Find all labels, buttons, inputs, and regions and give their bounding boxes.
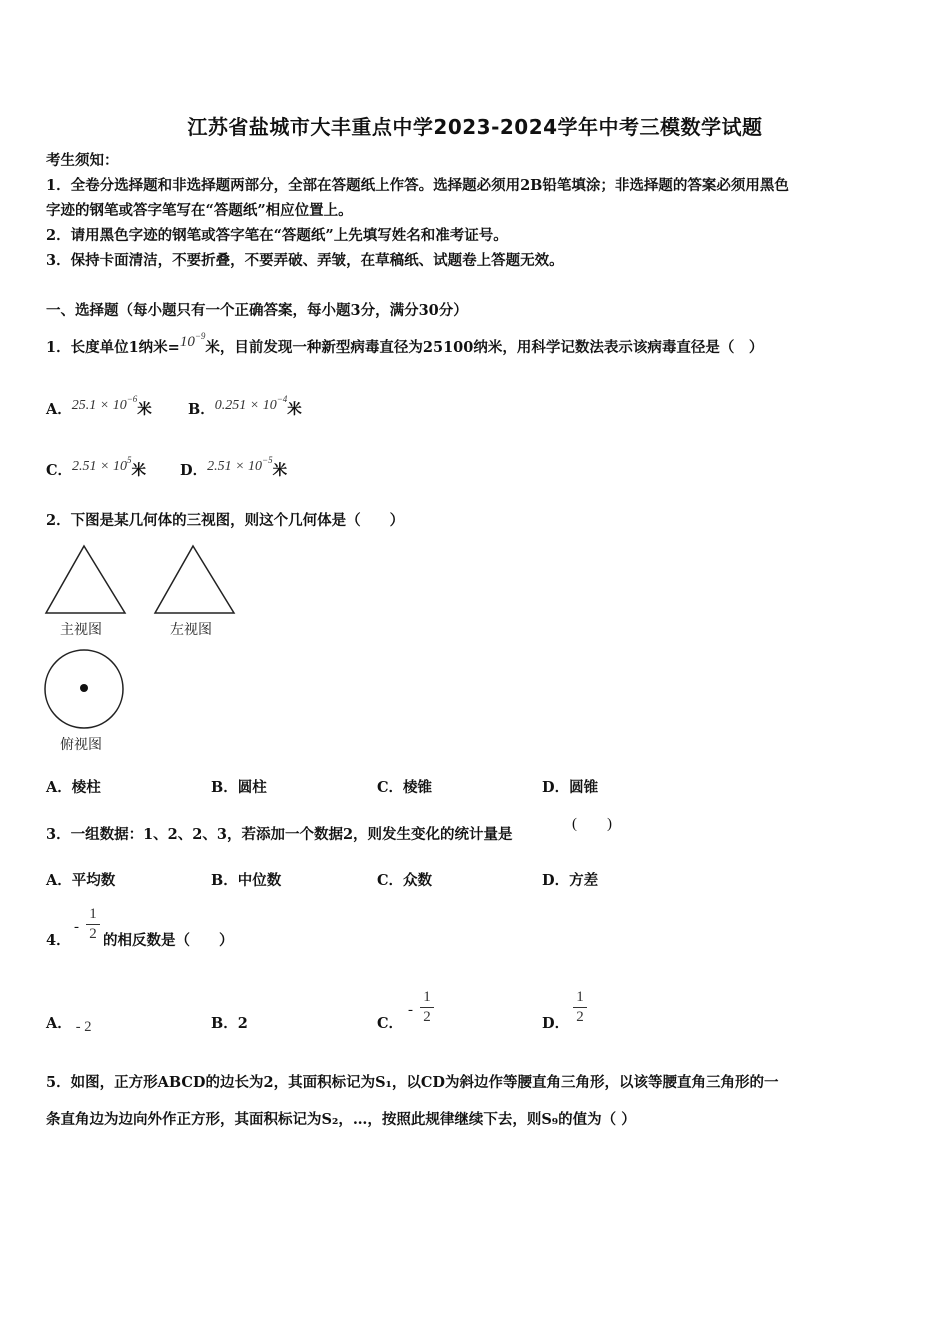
q2-option-b: B．圆柱 <box>211 779 267 796</box>
page-title: 江苏省盐城市大丰重点中学2023-2024学年中考三模数学试题 <box>187 115 763 139</box>
front-view-caption: 主视图 <box>60 622 102 638</box>
q4-option-d-label: D． <box>542 1015 570 1032</box>
question-2: 2．下图是某几何体的三视图，则这个几何体是（ ） <box>46 512 405 529</box>
q4-option-d-fraction: 1 2 <box>573 989 587 1026</box>
q2-option-c: C．棱锥 <box>377 779 433 796</box>
q3-option-b: B．中位数 <box>211 872 282 889</box>
q1-option-c: C．$2.51 \times 10^5$米 <box>46 455 146 479</box>
front-view-triangle <box>44 543 128 615</box>
q1-stem-b: 米，目前发现一种新型病毒直径为25100纳米，用科学记数法表示该病毒直径是（ ） <box>205 339 764 356</box>
question-1 <box>46 332 763 358</box>
notice-heading: 考生须知： <box>46 152 119 169</box>
q1-option-d: D．$2.51 \times 10^{-5}$米 <box>180 455 288 479</box>
q2-option-a: A．棱柱 <box>46 779 101 796</box>
q4-minus: - <box>74 919 79 935</box>
q3-option-a: A．平均数 <box>46 872 116 889</box>
q3-answer-paren: ( ) <box>572 816 612 832</box>
section-heading: 一、选择题（每小题只有一个正确答案，每小题3分，满分30分） <box>46 302 468 319</box>
q4-label: 4． <box>46 932 71 949</box>
question-3: 3．一组数据：1、2、2、3，若添加一个数据2，则发生变化的统计量是 <box>46 826 513 843</box>
q1-stem-a: 1．长度单位1纳米= <box>46 339 180 356</box>
q1-nanometer-power: $10^{-9}$ <box>179 331 206 350</box>
q4-option-c-fraction: 1 2 <box>420 989 434 1026</box>
q4-option-a: A． - 2 <box>46 1015 92 1035</box>
notice-line-3: 3．保持卡面清洁，不要折叠，不要弄破、弄皱，在草稿纸、试题卷上答题无效。 <box>46 252 564 269</box>
left-view-triangle <box>153 543 237 615</box>
q4-stem: 的相反数是（ ） <box>103 932 234 949</box>
left-view-caption: 左视图 <box>170 622 212 638</box>
q4-option-b: B．2 <box>211 1015 248 1032</box>
q3-option-c: C．众数 <box>377 872 433 889</box>
notice-line-2: 2．请用黑色字迹的钢笔或答字笔在“答题纸”上先填写姓名和准考证号。 <box>46 227 508 244</box>
top-view-circle <box>43 648 127 732</box>
notice-line-1a: 1．全卷分选择题和非选择题两部分，全部在答题纸上作答。选择题必须用2B铅笔填涂；非选择题的答案必须用黑色 <box>46 177 789 194</box>
top-view-caption: 俯视图 <box>60 737 102 753</box>
q3-option-d: D．方差 <box>542 872 599 889</box>
q4-fraction: 1 2 <box>86 906 100 943</box>
notice-line-1b: 字迹的钢笔或答字笔写在“答题纸”相应位置上。 <box>46 202 353 219</box>
q1-option-a: A．$25.1 \times 10^{-6}$米 <box>46 394 152 418</box>
q1-option-b: B．$0.251 \times 10^{-4}$米 <box>188 394 302 418</box>
question-5-line-2: 条直角边为边向外作正方形，其面积标记为S₂，…，按照此规律继续下去，则S₉的值为（ ） <box>46 1111 636 1128</box>
q2-option-d: D．圆锥 <box>542 779 599 796</box>
top-view-center-dot <box>80 684 88 692</box>
q4-option-c-minus: - <box>408 1002 413 1018</box>
q4-option-c-label: C． <box>377 1015 404 1032</box>
question-5-line-1: 5．如图，正方形ABCD的边长为2，其面积标记为S₁，以CD为斜边作等腰直角三角形，以该等腰直角三角形的一 <box>46 1074 779 1091</box>
